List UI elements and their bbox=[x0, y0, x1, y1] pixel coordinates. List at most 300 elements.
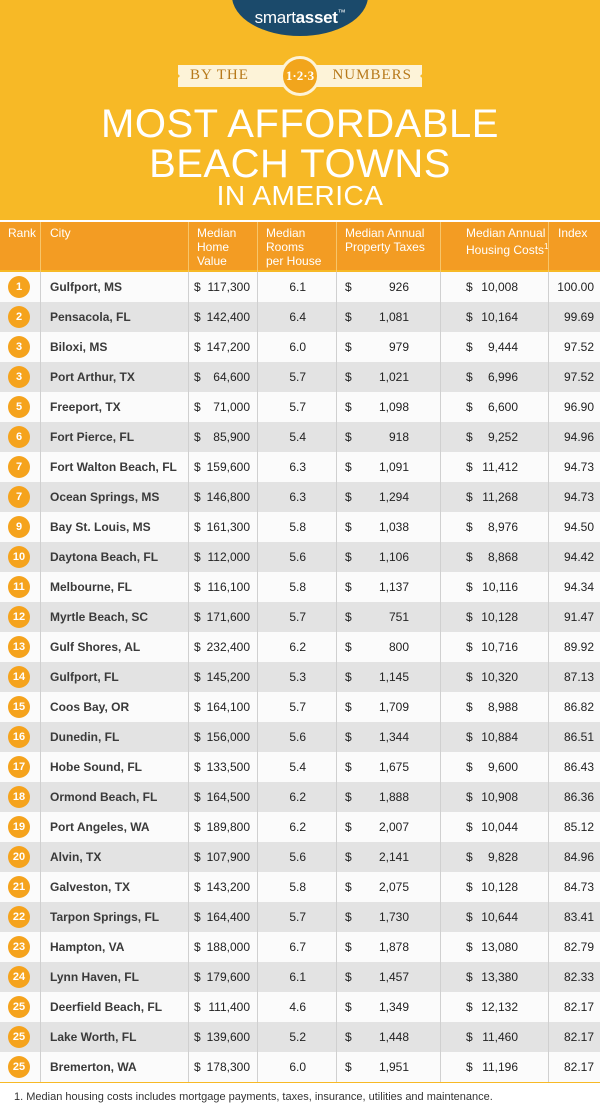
row-divider bbox=[548, 632, 549, 662]
row-divider bbox=[188, 1052, 189, 1082]
index-score: 82.17 bbox=[563, 1030, 594, 1044]
table-row bbox=[0, 392, 600, 422]
ribbon-left-text: BY THE bbox=[190, 67, 249, 83]
row-divider bbox=[440, 692, 441, 722]
currency-symbol: $ bbox=[194, 610, 201, 624]
currency-symbol: $ bbox=[345, 370, 352, 384]
by-the-numbers-ribbon bbox=[168, 62, 432, 90]
housing-costs: 10,884 bbox=[481, 730, 518, 744]
row-divider bbox=[548, 572, 549, 602]
housing-costs: 8,868 bbox=[487, 550, 518, 564]
city-name: Gulfport, FL bbox=[50, 670, 119, 684]
row-divider bbox=[257, 992, 258, 1022]
median-rooms: 5.7 bbox=[289, 700, 306, 714]
row-divider bbox=[40, 692, 41, 722]
row-divider bbox=[257, 812, 258, 842]
housing-costs: 10,008 bbox=[481, 280, 518, 294]
table-row bbox=[0, 632, 600, 662]
median-rooms: 5.7 bbox=[289, 910, 306, 924]
median-home-value: 111,400 bbox=[208, 1000, 250, 1014]
row-divider bbox=[440, 1022, 441, 1052]
currency-symbol: $ bbox=[345, 850, 352, 864]
row-divider bbox=[336, 992, 337, 1022]
currency-symbol: $ bbox=[194, 670, 201, 684]
currency-symbol: $ bbox=[466, 910, 473, 924]
city-name: Tarpon Springs, FL bbox=[50, 910, 160, 924]
median-rooms: 5.6 bbox=[289, 730, 306, 744]
property-taxes: 1,081 bbox=[378, 310, 409, 324]
row-divider bbox=[257, 272, 258, 302]
property-taxes: 1,021 bbox=[378, 370, 409, 384]
rank-badge: 9 bbox=[8, 516, 30, 538]
row-divider bbox=[440, 1052, 441, 1082]
rank-badge: 7 bbox=[8, 486, 30, 508]
property-taxes: 1,106 bbox=[378, 550, 409, 564]
rank-badge: 6 bbox=[8, 426, 30, 448]
housing-costs: 11,196 bbox=[482, 1060, 518, 1074]
index-score: 91.47 bbox=[563, 610, 594, 624]
median-home-value: 179,600 bbox=[206, 970, 250, 984]
row-divider bbox=[40, 842, 41, 872]
rank-badge: 25 bbox=[8, 996, 30, 1018]
row-divider bbox=[257, 572, 258, 602]
row-divider bbox=[40, 332, 41, 362]
city-name: Fort Pierce, FL bbox=[50, 430, 135, 444]
city-name: Bay St. Louis, MS bbox=[50, 520, 151, 534]
currency-symbol: $ bbox=[194, 1030, 201, 1044]
housing-costs: 10,128 bbox=[481, 880, 518, 894]
currency-symbol: $ bbox=[194, 370, 201, 384]
row-divider bbox=[257, 1052, 258, 1082]
rank-badge: 24 bbox=[8, 966, 30, 988]
header-divider bbox=[40, 222, 41, 272]
row-divider bbox=[548, 302, 549, 332]
currency-symbol: $ bbox=[194, 730, 201, 744]
city-name: Fort Walton Beach, FL bbox=[50, 460, 177, 474]
row-divider bbox=[548, 1052, 549, 1082]
rank-badge: 22 bbox=[8, 906, 30, 928]
currency-symbol: $ bbox=[345, 490, 352, 504]
currency-symbol: $ bbox=[194, 790, 201, 804]
rank-badge: 3 bbox=[8, 336, 30, 358]
city-name: Myrtle Beach, SC bbox=[50, 610, 149, 624]
row-divider bbox=[548, 692, 549, 722]
currency-symbol: $ bbox=[194, 910, 201, 924]
row-divider bbox=[40, 962, 41, 992]
currency-symbol: $ bbox=[466, 700, 473, 714]
median-home-value: 146,800 bbox=[206, 490, 250, 504]
index-score: 94.34 bbox=[563, 580, 594, 594]
rank-badge: 1 bbox=[8, 276, 30, 298]
median-home-value: 85,900 bbox=[213, 430, 250, 444]
col-header-index: Index bbox=[558, 226, 588, 240]
property-taxes: 1,038 bbox=[378, 520, 409, 534]
row-divider bbox=[188, 422, 189, 452]
row-divider bbox=[440, 722, 441, 752]
row-divider bbox=[336, 1052, 337, 1082]
row-divider bbox=[440, 902, 441, 932]
city-name: Daytona Beach, FL bbox=[50, 550, 159, 564]
housing-costs: 11,412 bbox=[482, 460, 518, 474]
table-row bbox=[0, 902, 600, 932]
row-divider bbox=[336, 512, 337, 542]
median-rooms: 5.8 bbox=[289, 580, 306, 594]
row-divider bbox=[336, 362, 337, 392]
row-divider bbox=[440, 632, 441, 662]
col-header-city: City bbox=[50, 226, 71, 240]
row-divider bbox=[257, 392, 258, 422]
table-row bbox=[0, 662, 600, 692]
rank-badge: 11 bbox=[8, 576, 30, 598]
row-divider bbox=[336, 422, 337, 452]
infographic-header bbox=[0, 0, 600, 218]
property-taxes: 1,294 bbox=[378, 490, 409, 504]
row-divider bbox=[188, 512, 189, 542]
row-divider bbox=[336, 782, 337, 812]
row-divider bbox=[336, 932, 337, 962]
index-score: 82.17 bbox=[563, 1000, 594, 1014]
table-row bbox=[0, 512, 600, 542]
table-row bbox=[0, 362, 600, 392]
row-divider bbox=[257, 1022, 258, 1052]
currency-symbol: $ bbox=[466, 880, 473, 894]
index-score: 94.96 bbox=[563, 430, 594, 444]
rank-badge: 14 bbox=[8, 666, 30, 688]
housing-costs: 10,320 bbox=[481, 670, 518, 684]
housing-costs: 9,444 bbox=[487, 340, 518, 354]
currency-symbol: $ bbox=[345, 880, 352, 894]
header-divider bbox=[336, 222, 337, 272]
median-home-value: 107,900 bbox=[206, 850, 250, 864]
property-taxes: 2,007 bbox=[378, 820, 409, 834]
rank-badge: 23 bbox=[8, 936, 30, 958]
index-score: 96.90 bbox=[563, 400, 594, 414]
property-taxes: 1,344 bbox=[378, 730, 409, 744]
median-home-value: 161,300 bbox=[206, 520, 250, 534]
rank-badge: 7 bbox=[8, 456, 30, 478]
table-row bbox=[0, 1022, 600, 1052]
row-divider bbox=[336, 392, 337, 422]
property-taxes: 979 bbox=[388, 340, 409, 354]
property-taxes: 1,091 bbox=[378, 460, 409, 474]
row-divider bbox=[548, 902, 549, 932]
row-divider bbox=[257, 662, 258, 692]
row-divider bbox=[40, 992, 41, 1022]
row-divider bbox=[440, 962, 441, 992]
index-score: 87.13 bbox=[563, 670, 594, 684]
row-divider bbox=[188, 602, 189, 632]
row-divider bbox=[40, 752, 41, 782]
row-divider bbox=[548, 512, 549, 542]
index-score: 100.00 bbox=[557, 280, 594, 294]
currency-symbol: $ bbox=[345, 1000, 352, 1014]
row-divider bbox=[548, 962, 549, 992]
city-name: Coos Bay, OR bbox=[50, 700, 130, 714]
currency-symbol: $ bbox=[345, 610, 352, 624]
row-divider bbox=[440, 482, 441, 512]
row-divider bbox=[257, 632, 258, 662]
row-divider bbox=[257, 962, 258, 992]
property-taxes: 926 bbox=[388, 280, 409, 294]
row-divider bbox=[40, 722, 41, 752]
table-row bbox=[0, 602, 600, 632]
currency-symbol: $ bbox=[466, 280, 473, 294]
rankings-table-body bbox=[0, 272, 600, 1082]
currency-symbol: $ bbox=[466, 970, 473, 984]
row-divider bbox=[40, 302, 41, 332]
table-row bbox=[0, 692, 600, 722]
row-divider bbox=[257, 422, 258, 452]
median-home-value: 164,100 bbox=[206, 700, 250, 714]
table-row bbox=[0, 422, 600, 452]
row-divider bbox=[40, 1022, 41, 1052]
row-divider bbox=[440, 812, 441, 842]
housing-costs: 9,600 bbox=[487, 760, 518, 774]
housing-costs: 8,988 bbox=[487, 700, 518, 714]
rank-badge: 18 bbox=[8, 786, 30, 808]
index-score: 89.92 bbox=[563, 640, 594, 654]
row-divider bbox=[548, 842, 549, 872]
city-name: Gulfport, MS bbox=[50, 280, 122, 294]
currency-symbol: $ bbox=[194, 1060, 201, 1074]
col-header-rooms: Median Rooms per House bbox=[266, 226, 322, 268]
currency-symbol: $ bbox=[466, 640, 473, 654]
median-rooms: 6.2 bbox=[289, 820, 306, 834]
row-divider bbox=[40, 272, 41, 302]
median-rooms: 5.6 bbox=[289, 850, 306, 864]
row-divider bbox=[336, 632, 337, 662]
index-score: 86.36 bbox=[563, 790, 594, 804]
row-divider bbox=[440, 362, 441, 392]
housing-costs: 10,644 bbox=[481, 910, 518, 924]
housing-costs: 10,044 bbox=[481, 820, 518, 834]
row-divider bbox=[548, 752, 549, 782]
row-divider bbox=[188, 332, 189, 362]
row-divider bbox=[548, 272, 549, 302]
row-divider bbox=[440, 272, 441, 302]
row-divider bbox=[548, 482, 549, 512]
median-home-value: 112,000 bbox=[207, 550, 250, 564]
currency-symbol: $ bbox=[466, 550, 473, 564]
housing-costs: 12,132 bbox=[481, 1000, 518, 1014]
median-rooms: 6.3 bbox=[289, 490, 306, 504]
currency-symbol: $ bbox=[194, 430, 201, 444]
index-score: 97.52 bbox=[563, 340, 594, 354]
table-row bbox=[0, 332, 600, 362]
median-home-value: 117,300 bbox=[207, 280, 250, 294]
row-divider bbox=[188, 812, 189, 842]
rank-badge: 17 bbox=[8, 756, 30, 778]
housing-costs: 13,080 bbox=[481, 940, 518, 954]
row-divider bbox=[440, 992, 441, 1022]
currency-symbol: $ bbox=[194, 580, 201, 594]
row-divider bbox=[336, 482, 337, 512]
row-divider bbox=[188, 872, 189, 902]
row-divider bbox=[40, 782, 41, 812]
row-divider bbox=[548, 422, 549, 452]
median-home-value: 156,000 bbox=[206, 730, 250, 744]
row-divider bbox=[336, 962, 337, 992]
currency-symbol: $ bbox=[466, 340, 473, 354]
row-divider bbox=[548, 662, 549, 692]
median-rooms: 5.8 bbox=[289, 520, 306, 534]
currency-symbol: $ bbox=[466, 760, 473, 774]
row-divider bbox=[40, 1052, 41, 1082]
rank-badge: 12 bbox=[8, 606, 30, 628]
median-rooms: 5.7 bbox=[289, 400, 306, 414]
rank-badge: 5 bbox=[8, 396, 30, 418]
city-name: Galveston, TX bbox=[50, 880, 131, 894]
median-home-value: 189,800 bbox=[206, 820, 250, 834]
table-row bbox=[0, 812, 600, 842]
currency-symbol: $ bbox=[466, 1000, 473, 1014]
row-divider bbox=[336, 722, 337, 752]
index-score: 97.52 bbox=[563, 370, 594, 384]
rank-badge: 21 bbox=[8, 876, 30, 898]
median-home-value: 178,300 bbox=[206, 1060, 250, 1074]
row-divider bbox=[336, 812, 337, 842]
property-taxes: 1,457 bbox=[378, 970, 409, 984]
row-divider bbox=[336, 452, 337, 482]
page-title-line2: BEACH TOWNS bbox=[149, 142, 451, 186]
median-home-value: 164,500 bbox=[206, 790, 250, 804]
median-home-value: 232,400 bbox=[206, 640, 250, 654]
row-divider bbox=[188, 302, 189, 332]
currency-symbol: $ bbox=[466, 610, 473, 624]
row-divider bbox=[188, 902, 189, 932]
row-divider bbox=[336, 872, 337, 902]
row-divider bbox=[257, 752, 258, 782]
currency-symbol: $ bbox=[466, 520, 473, 534]
city-name: Biloxi, MS bbox=[50, 340, 108, 354]
row-divider bbox=[548, 332, 549, 362]
row-divider bbox=[336, 662, 337, 692]
property-taxes: 800 bbox=[388, 640, 409, 654]
property-taxes: 1,137 bbox=[378, 580, 409, 594]
row-divider bbox=[440, 302, 441, 332]
median-home-value: 139,600 bbox=[206, 1030, 250, 1044]
city-name: Port Angeles, WA bbox=[50, 820, 150, 834]
row-divider bbox=[40, 422, 41, 452]
row-divider bbox=[336, 1022, 337, 1052]
row-divider bbox=[440, 602, 441, 632]
city-name: Lake Worth, FL bbox=[50, 1030, 137, 1044]
row-divider bbox=[257, 482, 258, 512]
index-score: 84.96 bbox=[563, 850, 594, 864]
currency-symbol: $ bbox=[345, 940, 352, 954]
currency-symbol: $ bbox=[345, 520, 352, 534]
smartasset-logo-tab[interactable] bbox=[232, 0, 368, 36]
row-divider bbox=[336, 752, 337, 782]
row-divider bbox=[188, 482, 189, 512]
currency-symbol: $ bbox=[345, 550, 352, 564]
ribbon-tail-left bbox=[168, 65, 180, 87]
currency-symbol: $ bbox=[345, 280, 352, 294]
city-name: Hobe Sound, FL bbox=[50, 760, 142, 774]
currency-symbol: $ bbox=[345, 430, 352, 444]
city-name: Pensacola, FL bbox=[50, 310, 131, 324]
median-rooms: 6.0 bbox=[289, 1060, 306, 1074]
currency-symbol: $ bbox=[345, 580, 352, 594]
property-taxes: 1,145 bbox=[378, 670, 409, 684]
row-divider bbox=[40, 602, 41, 632]
rank-badge: 25 bbox=[8, 1056, 30, 1078]
city-name: Port Arthur, TX bbox=[50, 370, 135, 384]
row-divider bbox=[188, 452, 189, 482]
row-divider bbox=[257, 902, 258, 932]
currency-symbol: $ bbox=[466, 460, 473, 474]
rank-badge: 15 bbox=[8, 696, 30, 718]
row-divider bbox=[40, 662, 41, 692]
rank-badge: 19 bbox=[8, 816, 30, 838]
row-divider bbox=[336, 692, 337, 722]
housing-costs: 11,268 bbox=[482, 490, 518, 504]
currency-symbol: $ bbox=[194, 850, 201, 864]
row-divider bbox=[40, 362, 41, 392]
row-divider bbox=[548, 542, 549, 572]
row-divider bbox=[548, 362, 549, 392]
row-divider bbox=[336, 902, 337, 932]
row-divider bbox=[548, 932, 549, 962]
ribbon-123-badge: 1·2·3 bbox=[280, 56, 320, 96]
table-row bbox=[0, 1052, 600, 1082]
table-header-row bbox=[0, 220, 600, 270]
median-home-value: 142,400 bbox=[206, 310, 250, 324]
table-row bbox=[0, 752, 600, 782]
currency-symbol: $ bbox=[345, 670, 352, 684]
row-divider bbox=[548, 602, 549, 632]
median-rooms: 5.7 bbox=[289, 370, 306, 384]
median-home-value: 64,600 bbox=[213, 370, 250, 384]
row-divider bbox=[188, 362, 189, 392]
currency-symbol: $ bbox=[466, 1030, 473, 1044]
index-score: 82.79 bbox=[563, 940, 594, 954]
row-divider bbox=[440, 422, 441, 452]
row-divider bbox=[548, 872, 549, 902]
median-rooms: 6.2 bbox=[289, 640, 306, 654]
rank-badge: 10 bbox=[8, 546, 30, 568]
property-taxes: 1,098 bbox=[378, 400, 409, 414]
rank-badge: 20 bbox=[8, 846, 30, 868]
housing-costs: 9,828 bbox=[487, 850, 518, 864]
city-name: Lynn Haven, FL bbox=[50, 970, 139, 984]
currency-symbol: $ bbox=[194, 460, 201, 474]
row-divider bbox=[257, 602, 258, 632]
currency-symbol: $ bbox=[194, 880, 201, 894]
row-divider bbox=[336, 332, 337, 362]
currency-symbol: $ bbox=[345, 400, 352, 414]
row-divider bbox=[440, 932, 441, 962]
median-home-value: 159,600 bbox=[206, 460, 250, 474]
property-taxes: 1,730 bbox=[378, 910, 409, 924]
index-score: 99.69 bbox=[563, 310, 594, 324]
currency-symbol: $ bbox=[194, 340, 201, 354]
row-divider bbox=[257, 842, 258, 872]
housing-costs: 10,116 bbox=[482, 580, 518, 594]
row-divider bbox=[188, 842, 189, 872]
currency-symbol: $ bbox=[345, 700, 352, 714]
median-home-value: 188,000 bbox=[206, 940, 250, 954]
row-divider bbox=[188, 572, 189, 602]
row-divider bbox=[188, 392, 189, 422]
table-row bbox=[0, 842, 600, 872]
currency-symbol: $ bbox=[345, 310, 352, 324]
currency-symbol: $ bbox=[466, 850, 473, 864]
median-home-value: 133,500 bbox=[206, 760, 250, 774]
property-taxes: 1,888 bbox=[378, 790, 409, 804]
currency-symbol: $ bbox=[194, 820, 201, 834]
housing-costs: 10,164 bbox=[481, 310, 518, 324]
